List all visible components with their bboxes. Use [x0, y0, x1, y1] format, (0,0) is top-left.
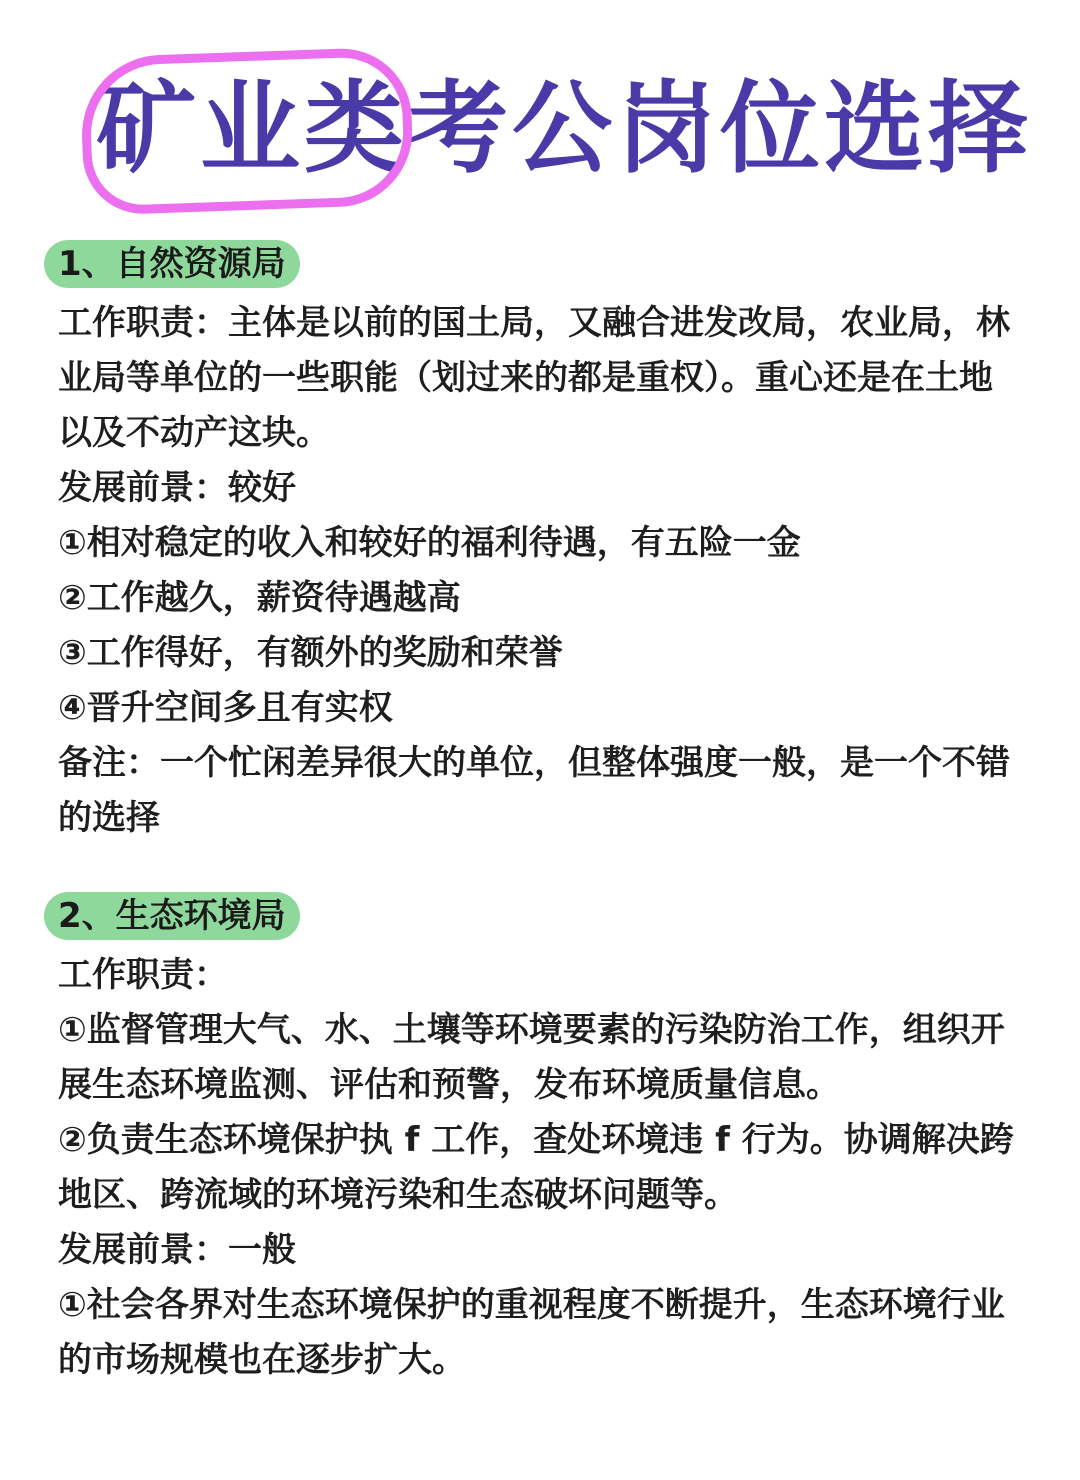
list-item: ③工作得好，有额外的奖励和荣誉 [58, 633, 563, 673]
list-item: ①相对稳定的收入和较好的福利待遇，有五险一金 [58, 523, 801, 563]
section-ecology-environment [58, 892, 1018, 1388]
paragraph-line: 发展前景：一般 [58, 1230, 296, 1270]
paragraph-line: 发展前景：较好 [58, 468, 296, 508]
title-area [0, 52, 1080, 212]
article-body [58, 240, 1018, 1388]
list-item: ①社会各界对生态环境保护的重视程度不断提升，生态环境行业的市场规模也在逐步扩大。 [58, 1285, 1005, 1380]
list-item: ①监督管理大气、水、土壤等环境要素的污染防治工作，组织开展生态环境监测、评估和预警，发布环境质量信息。 [58, 1010, 1005, 1105]
paragraph-line: 工作职责：主体是以前的国土局，又融合进发改局，农业局，林业局等单位的一些职能（划过来的都是重权）。重心还是在土地以及不动产这块。 [58, 303, 1010, 453]
section-heading: 2、生态环境局 [44, 892, 300, 940]
list-item: ④晋升空间多且有实权 [58, 688, 393, 728]
title-highlight-circle [79, 46, 414, 215]
section-natural-resources [58, 240, 1018, 846]
list-item: ②工作越久，薪资待遇越高 [58, 578, 461, 618]
paragraph-line: 工作职责： [58, 955, 228, 995]
section-heading: 1、自然资源局 [44, 240, 300, 288]
page-title: 矿业类考公岗位选择 [96, 70, 1032, 187]
list-item: ②负责生态环境保护执 f 工作，查处环境违 f 行为。协调解决跨地区、跨流域的环境污染和生态破坏问题等。 [58, 1120, 1014, 1215]
paragraph-line: 备注：一个忙闲差异很大的单位，但整体强度一般，是一个不错的选择 [58, 743, 1010, 838]
